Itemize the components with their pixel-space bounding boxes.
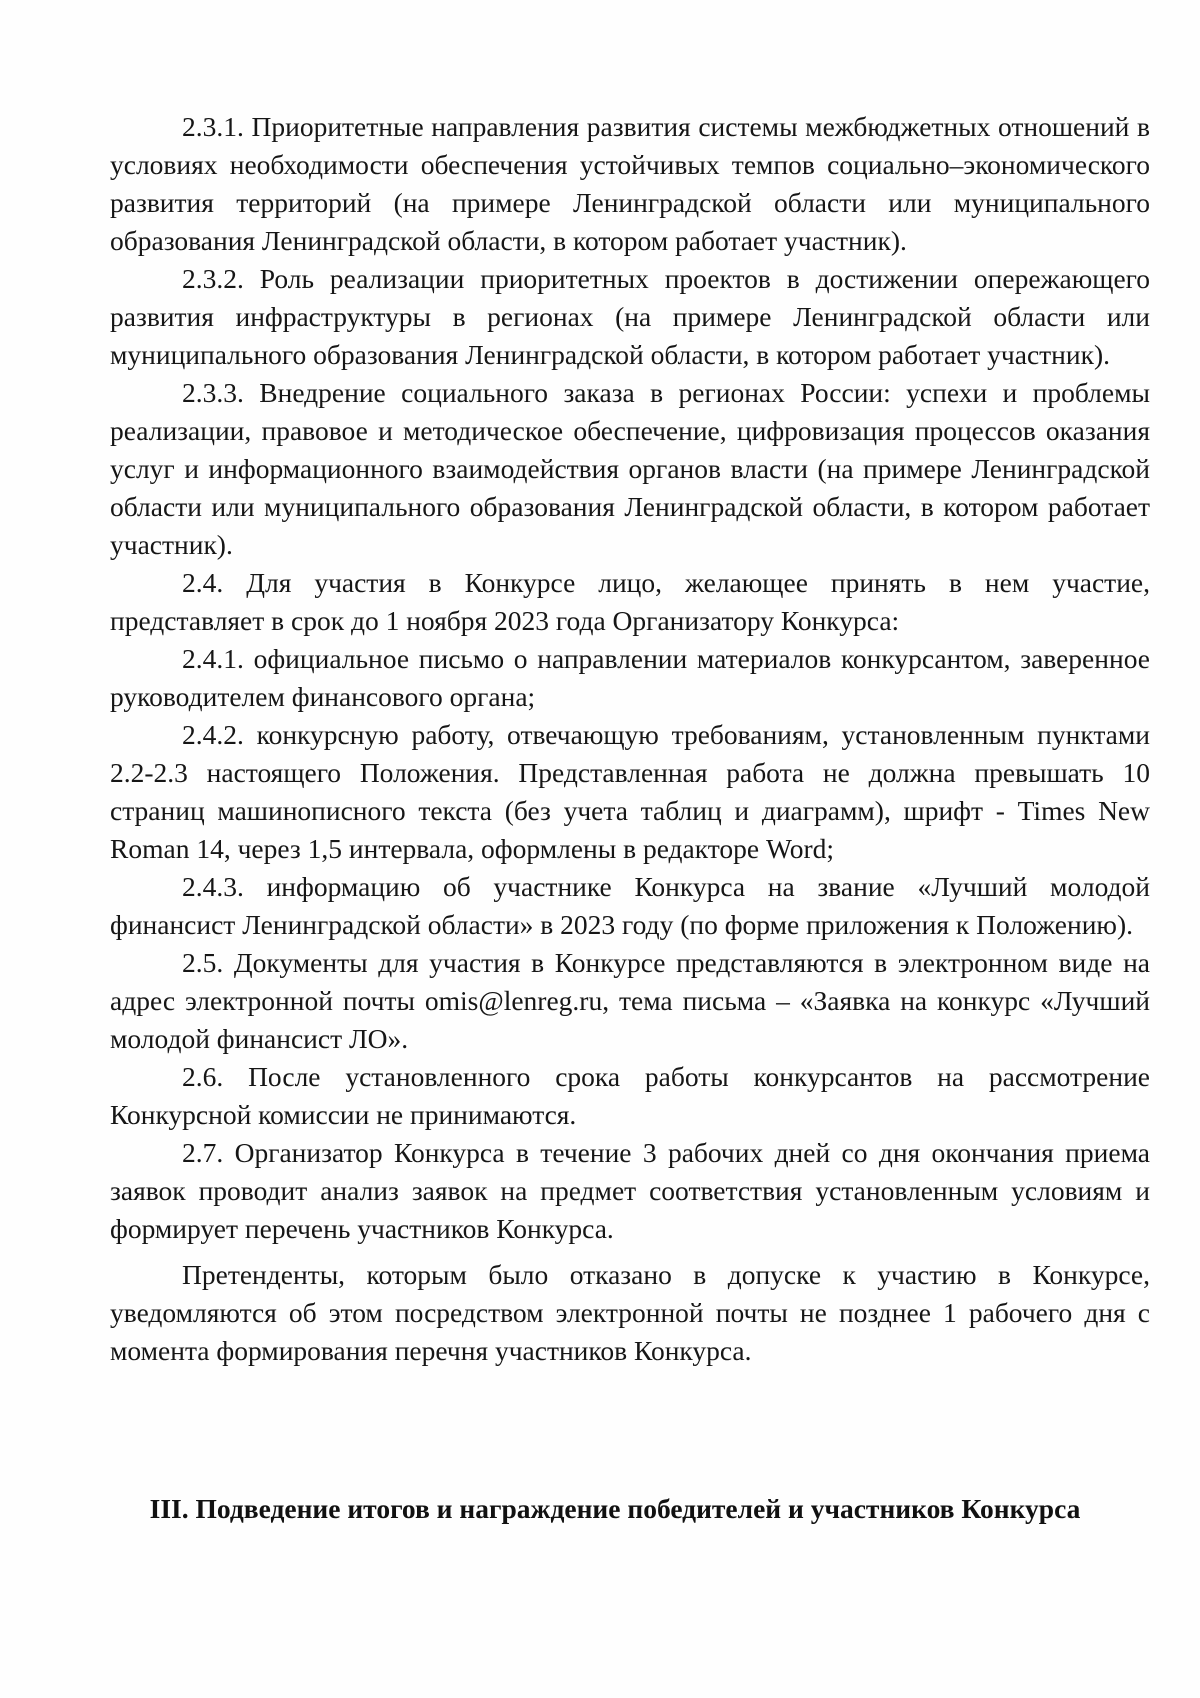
paragraph-2-3-2: 2.3.2. Роль реализации приоритетных проектов в достижении опережающего развития инфраструктуры в регионах (на примере Ленинградской области или муниципального образования Ленинградской области, в котором работает участник). bbox=[110, 263, 1150, 370]
paragraph-2-4-3: 2.4.3. информацию об участнике Конкурса на звание «Лучший молодой финансист Ленинградской области» в 2023 году (по форме приложения к Положению). bbox=[110, 871, 1150, 940]
paragraph-2-6: 2.6. После установленного срока работы конкурсантов на рассмотрение Конкурсной комиссии не принимаются. bbox=[110, 1061, 1150, 1130]
document-body bbox=[110, 108, 1150, 1370]
paragraph-2-4-1: 2.4.1. официальное письмо о направлении материалов конкурсантом, заверенное руководителем финансового органа; bbox=[110, 643, 1150, 712]
section-heading: III. Подведение итогов и награждение победителей и участников Конкурса bbox=[149, 1493, 1081, 1524]
paragraph-2-3-3: 2.3.3. Внедрение социального заказа в регионах России: успехи и проблемы реализации, правовое и методическое обеспечение, цифровизация процессов оказания услуг и информационного взаимодействия органов власти (на примере Ленинградской области или муниципального образования Ленинградской области, в котором работает участник). bbox=[110, 377, 1150, 560]
paragraph-2-4-2: 2.4.2. конкурсную работу, отвечающую требованиям, установленным пунктами 2.2-2.3 настоящего Положения. Представленная работа не должна превышать 10 страниц машинописного текста (без учета таблиц и диаграмм), шрифт - Times New Roman 14, через 1,5 интервала, оформлены в редакторе Word; bbox=[110, 719, 1150, 864]
paragraph-2-7: 2.7. Организатор Конкурса в течение 3 рабочих дней со дня окончания приема заявок проводит анализ заявок на предмет соответствия установленным условиям и формирует перечень участников Конкурса. bbox=[110, 1137, 1150, 1244]
paragraph-2-4: 2.4. Для участия в Конкурсе лицо, желающее принять в нем участие, представляет в срок до 1 ноября 2023 года Организатору Конкурса: bbox=[110, 567, 1150, 636]
paragraph-applicants-notice: Претенденты, которым было отказано в допуске к участию в Конкурсе, уведомляются об этом посредством электронной почты не позднее 1 рабочего дня с момента формирования перечня участников Конкурса. bbox=[110, 1259, 1150, 1366]
paragraph-2-5: 2.5. Документы для участия в Конкурсе представляются в электронном виде на адрес электронной почты omis@lenreg.ru, тема письма – «Заявка на конкурс «Лучший молодой финансист ЛО». bbox=[110, 947, 1150, 1054]
paragraph-2-3-1: 2.3.1. Приоритетные направления развития системы межбюджетных отношений в условиях необходимости обеспечения устойчивых темпов социально–экономического развития территорий (на примере Ленинградской области или муниципального образования Ленинградской области, в котором работает участник). bbox=[110, 111, 1150, 256]
